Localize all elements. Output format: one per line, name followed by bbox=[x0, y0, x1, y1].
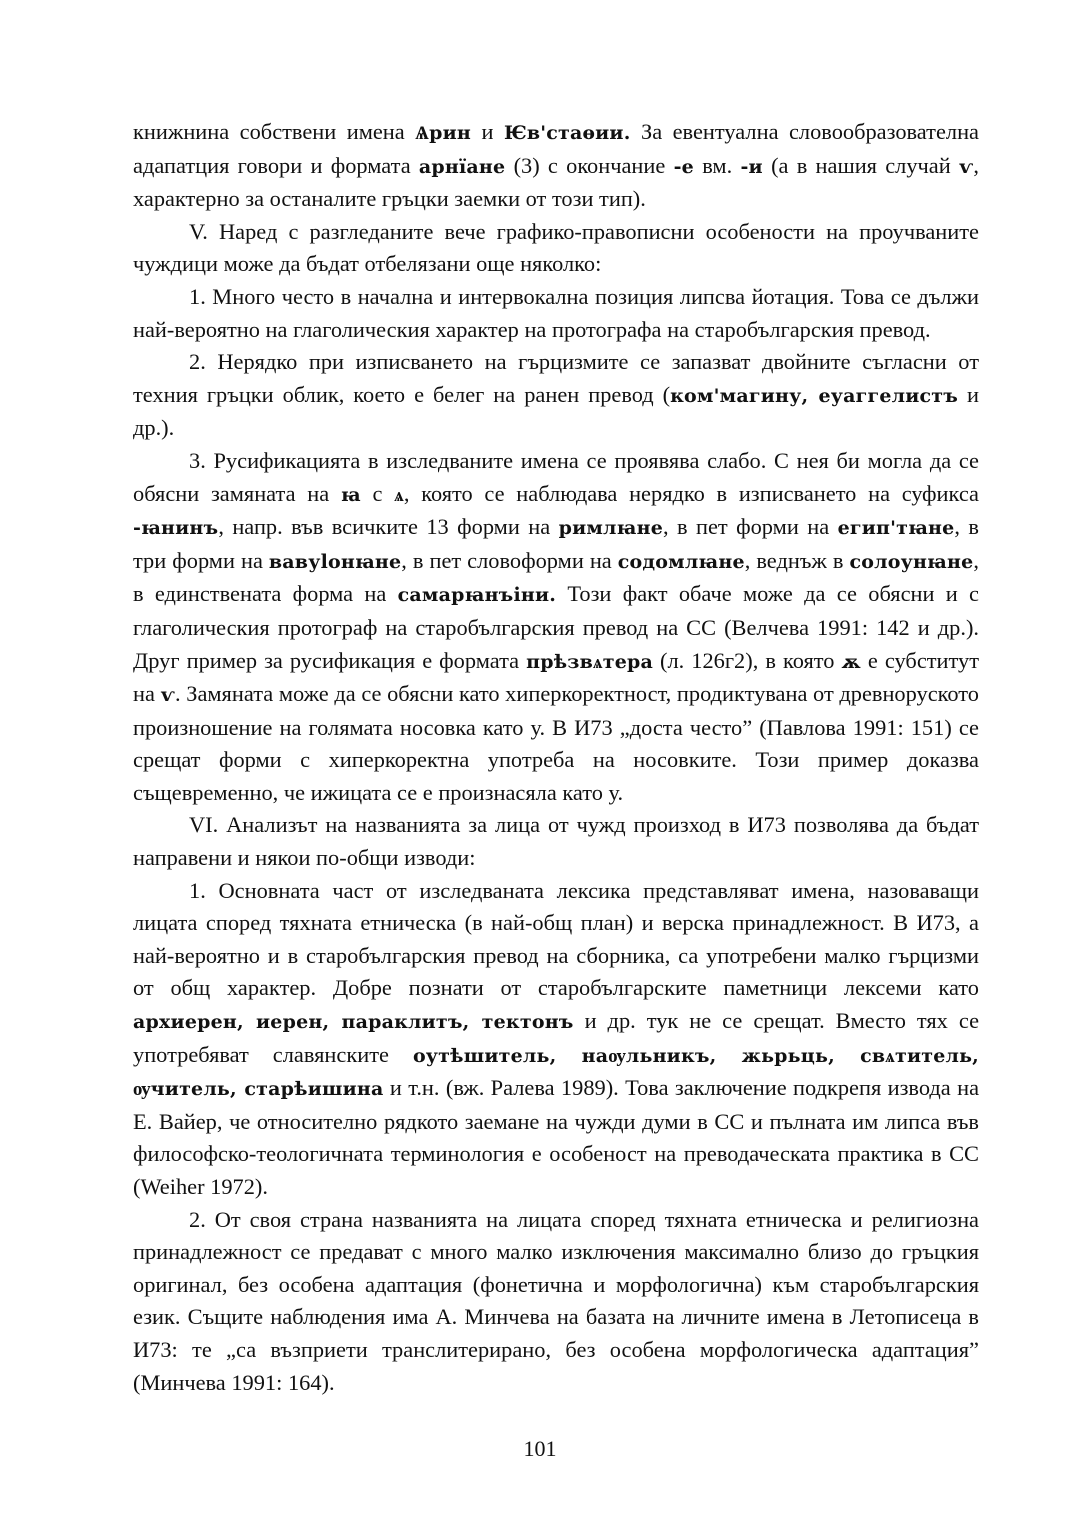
church-slavonic-term: -е bbox=[673, 155, 694, 178]
paragraph-p3 bbox=[133, 346, 979, 445]
text-run: За евентуална словообразователна адапатция говори и формата bbox=[133, 119, 979, 178]
text-run: и bbox=[471, 119, 504, 144]
church-slavonic-term: вавуlонꙗне bbox=[268, 550, 402, 573]
text-run: 2. Нерядко при изписването на гърцизмите се запазват двойните съгласни от техния гръцки облик, което е белег на ранен превод ( bbox=[133, 349, 979, 407]
church-slavonic-term: самарꙗнъіни. bbox=[397, 584, 557, 607]
church-slavonic-term: ѧ bbox=[394, 483, 404, 506]
text-run: , веднъж в bbox=[744, 547, 850, 573]
church-slavonic-term: ѵ bbox=[160, 684, 175, 707]
church-slavonic-term: прѣзвѧтера bbox=[526, 650, 653, 673]
church-slavonic-term: содомлꙗне bbox=[617, 550, 745, 573]
text-run: 3. Русификацията в изследваните имена се проявява слабо. С нея би могла да се обясни замяната на bbox=[133, 447, 979, 506]
text-run: , в пет форми на bbox=[663, 514, 838, 540]
church-slavonic-term: ѫ bbox=[841, 650, 861, 673]
text-run: , в единствената форма на bbox=[133, 547, 979, 607]
church-slavonic-term: егип'тꙗне bbox=[837, 517, 955, 540]
paragraph-p2 bbox=[133, 281, 979, 346]
text-run: Този факт обаче може да се обясни и с глаголическия протограф на старобългарския превод на СС (Велчева 1991: 142 и др.). Друг пример за русификация е формата bbox=[133, 581, 979, 673]
text-run: 2. От своя страна названията на лицата според тяхната етническа и религиозна принадлежност се предават с много малко изключения максимално близо до гръцкия оригинал, без особена адаптация (фонетична и морфологична) към старобългарския език. Същите наблюдения има А. Минчева на базата на личните имена в Летописеца в И73: те „са възприети транслитерирано, без особена морфологическа адаптация” (Минчева 1991: 164). bbox=[133, 1206, 979, 1395]
text-run: книжнина собствени имена bbox=[133, 119, 416, 144]
paragraph-p4 bbox=[133, 445, 979, 810]
text-run: 1. Основната част от изследваната лексика представляват имена, назоваващи лицата според тяхната етническа (в най-общ план) и верска принадлежност. В И73, а най-вероятно и в старобългарския превод на сборника, са употребени малко гърцизми от общ характер. Добре познати от старобългарските паметници лексеми като bbox=[133, 877, 979, 1001]
text-run: (а в нашия случай bbox=[762, 152, 959, 178]
text-run: , напр. във всичките 13 форми на bbox=[218, 514, 559, 540]
text-run: VI. Анализът на названията за лица от чужд произход в И73 позволява да бъдат направени и някои по-общи изводи: bbox=[133, 812, 979, 871]
church-slavonic-term: римлꙗне bbox=[558, 517, 663, 540]
text-run: е субститут на bbox=[133, 647, 979, 707]
church-slavonic-term: Ѧрин bbox=[415, 122, 472, 144]
church-slavonic-term: арнїане bbox=[418, 155, 506, 178]
text-run: , в пет словоформи на bbox=[401, 547, 618, 573]
text-run: и др. тук не се срещат. Вместо тях се употребяват славянските bbox=[133, 1008, 980, 1067]
text-run: и т.н. (вж. Ралева 1989). Това заключение подкрепя извода на Е. Вайер, че относително рядкото заемане на чужди думи в СС и пълната им липса във философско-теологичната терминология е особеност на преводаческата практика в СС (Weiher 1972). bbox=[133, 1075, 980, 1199]
paragraph-p7 bbox=[133, 1204, 979, 1400]
paragraph-p0 bbox=[133, 116, 979, 216]
paragraph-p1 bbox=[133, 216, 979, 281]
paragraph-p5 bbox=[133, 809, 979, 874]
church-slavonic-term: -и bbox=[740, 155, 763, 178]
text-run: , в три форми на bbox=[133, 514, 980, 573]
paragraph-p6 bbox=[133, 875, 979, 1204]
church-slavonic-term: архиерен, иерен, параклитъ, тектонъ bbox=[133, 1011, 574, 1034]
text-run: V. Наред с разгледаните вече графико-правописни особености на проучваните чуждици може да бъдат отбелязани още няколко: bbox=[133, 218, 979, 277]
page-number: 101 bbox=[523, 1436, 557, 1461]
church-slavonic-term: -ꙗнинъ bbox=[133, 517, 219, 540]
church-slavonic-term: ѵ bbox=[958, 155, 974, 178]
text-run: 1. Много често в начална и интервокална позиция липсва йотация. Това се дължи най-вероятно на глаголическия характер на протографа на старобългарския превод. bbox=[133, 283, 979, 342]
text-run: (л. 126г2), в която bbox=[652, 647, 842, 673]
text-run: , която се наблюдава нерядко в изписването на суфикса bbox=[403, 480, 979, 506]
church-slavonic-term: ꙗ bbox=[340, 483, 361, 506]
church-slavonic-term: солоунꙗне bbox=[849, 550, 974, 573]
text-run: . Замяната може да се обясни като хиперкоректност, продиктувана от древноруското произношение на голямата носовка като у. В И73 „доста често” (Павлова 1991: 151) се срещат форми с хиперкоректна употреба на носовките. Този пример доказва същевременно, че ижицата се е произнасяла като у. bbox=[133, 681, 979, 805]
church-slavonic-term: ком'магину, еуаггелистъ bbox=[670, 384, 959, 407]
text-run: с bbox=[360, 480, 395, 506]
page-body bbox=[133, 116, 979, 1399]
text-run: , характерно за останалите гръцки заемки от този тип). bbox=[133, 152, 980, 212]
text-run: (3) с окончание bbox=[505, 152, 674, 178]
text-run: и др.). bbox=[133, 381, 979, 441]
text-run: вм. bbox=[693, 152, 741, 178]
church-slavonic-term: Ѥв'стаѳии. bbox=[503, 122, 631, 144]
church-slavonic-term: оутѣшитель, наѹльникъ, жьрьць, свѧтитель, ѹчитель, старѣишина bbox=[133, 1044, 980, 1101]
